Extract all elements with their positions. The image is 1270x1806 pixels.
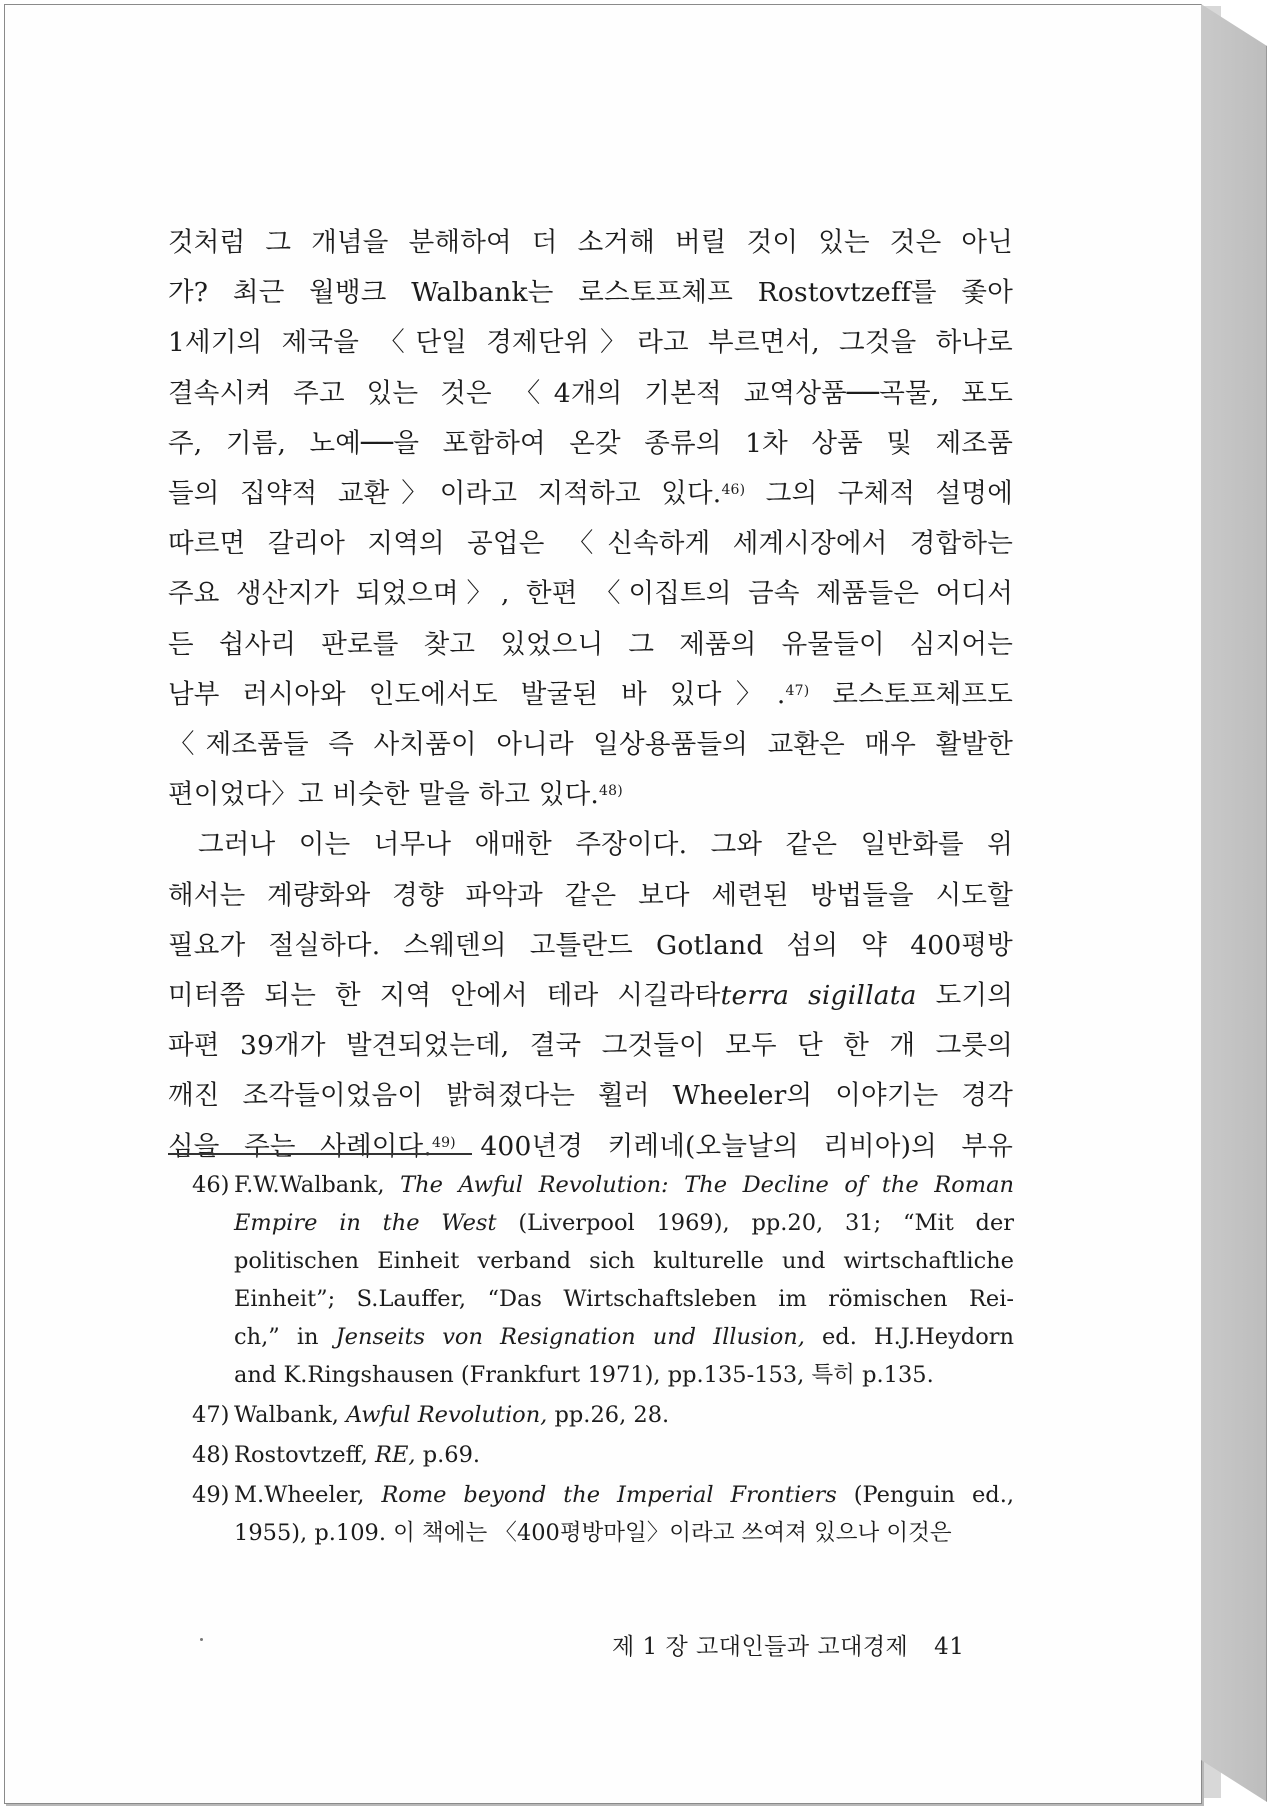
text-line: 남부 러시아와 인도에서도 발굴된 바 있다〉.$^{47)}$ 로스토프체프도	[168, 678, 1013, 710]
text-line: 든 쉽사리 판로를 찾고 있었으니 그 제품의 유물들이 심지어는	[168, 628, 1013, 660]
text-line: 가? 최근 월뱅크 Walbank는 로스토프체프 Rostovtzeff를 좇아	[168, 277, 1013, 309]
text-line: 들의 집약적 교환〉이라고 지적하고 있다.$^{46)}$ 그의 구체적 설명에	[168, 478, 1014, 510]
text-line: 심을 주는 사례이다.$^{49)}$ 400년경 키레네(오늘날의 리비아)의 부유	[168, 1130, 1014, 1162]
text-line: 〈제조품들 즉 사치품이 아니라 일상용품들의 교환은 매우 활발한	[168, 729, 1013, 761]
text-line: 그러나 이는 너무나 애매한 주장이다. 그와 같은 일반화를 위	[198, 829, 1013, 861]
text-line: 필요가 절실하다. 스웨덴의 고틀란드 Gotland 섬의 약 400평방	[168, 929, 1013, 961]
footnote-46: 46) F.W.Walbank, The Awful Revolution: The Decline of the Roman Empire in the West (Liverpool 1969), pp.20, 31; “Mit der politischen Einheit verband sich kulturelle und wirtschaftliche Einheit”; S.Lauffer, “Das Wirtschaftsleben im römischen Rei- ch,” in Jenseits von Resignation und Illusion, ed. H.J.Heydorn and K.Ringshausen (Frankfurt 1971), pp.135-153, 특히 p.135.	[192, 1166, 1014, 1394]
footnotes	[192, 1166, 1014, 1552]
footnote-number: 49)	[192, 1482, 230, 1508]
text-line: 깨진 조각들이었음이 밝혀졌다는 휠러 Wheeler의 이야기는 경각	[168, 1080, 1013, 1112]
body-text	[168, 218, 1013, 1172]
text-line: 파편 39개가 발견되었는데, 결국 그것들이 모두 단 한 개 그릇의	[168, 1030, 1013, 1062]
paragraph-2	[168, 820, 1013, 1171]
text-line: 미터쯤 되는 한 지역 안에서 테라 시길라타terra sigillata 도기의	[168, 980, 1014, 1012]
footnote-number: 46)	[192, 1172, 230, 1198]
note-ref-48: 48)	[599, 783, 623, 800]
print-speck	[200, 1638, 203, 1641]
running-footer	[612, 1628, 964, 1661]
note-ref-47: 47)	[785, 682, 810, 699]
text-line: 것처럼 그 개념을 분해하여 더 소거해 버릴 것이 있는 것은 아닌	[168, 227, 1013, 258]
book-edge	[1201, 4, 1267, 1802]
footnote-47: 47) Walbank, Awful Revolution, pp.26, 28.	[192, 1396, 1014, 1434]
footnote-divider	[168, 1153, 472, 1155]
note-ref-46: 46)	[721, 482, 746, 499]
footnote-49: 49) M.Wheeler, Rome beyond the Imperial Frontiers (Penguin ed., 1955), p.109. 이 책에는 〈400평방마일〉이라고 쓰여져 있으나 이것은	[192, 1476, 1014, 1552]
text-line: 결속시켜 주고 있는 것은 〈4개의 기본적 교역상품──곡물, 포도	[168, 377, 1013, 409]
footnote-number: 47)	[192, 1402, 230, 1428]
text-line: 주, 기름, 노예──을 포함하여 온갖 종류의 1차 상품 및 제조품	[168, 427, 1013, 459]
footnote-48: 48) Rostovtzeff, RE, p.69.	[192, 1436, 1014, 1474]
text-line: 주요 생산지가 되었으며〉, 한편 〈이집트의 금속 제품들은 어디서	[168, 578, 1013, 610]
page-number: 41	[934, 1634, 965, 1660]
chapter-title: 제 1 장 고대인들과 고대경제	[612, 1634, 909, 1660]
paragraph-1	[168, 218, 1013, 820]
text-line: 해서는 계량화와 경향 파악과 같은 보다 세련된 방법들을 시도할	[168, 879, 1013, 911]
text-line: 1세기의 제국을 〈단일 경제단위〉라고 부르면서, 그것을 하나로	[168, 327, 1013, 359]
text-line: 편이었다〉고 비슷한 말을 하고 있다.$^{48)}$	[168, 779, 623, 811]
note-ref-49: 49)	[431, 1134, 456, 1151]
footnote-number: 48)	[192, 1442, 230, 1468]
text-line: 따르면 갈리아 지역의 공업은 〈신속하게 세계시장에서 경합하는	[168, 528, 1013, 560]
